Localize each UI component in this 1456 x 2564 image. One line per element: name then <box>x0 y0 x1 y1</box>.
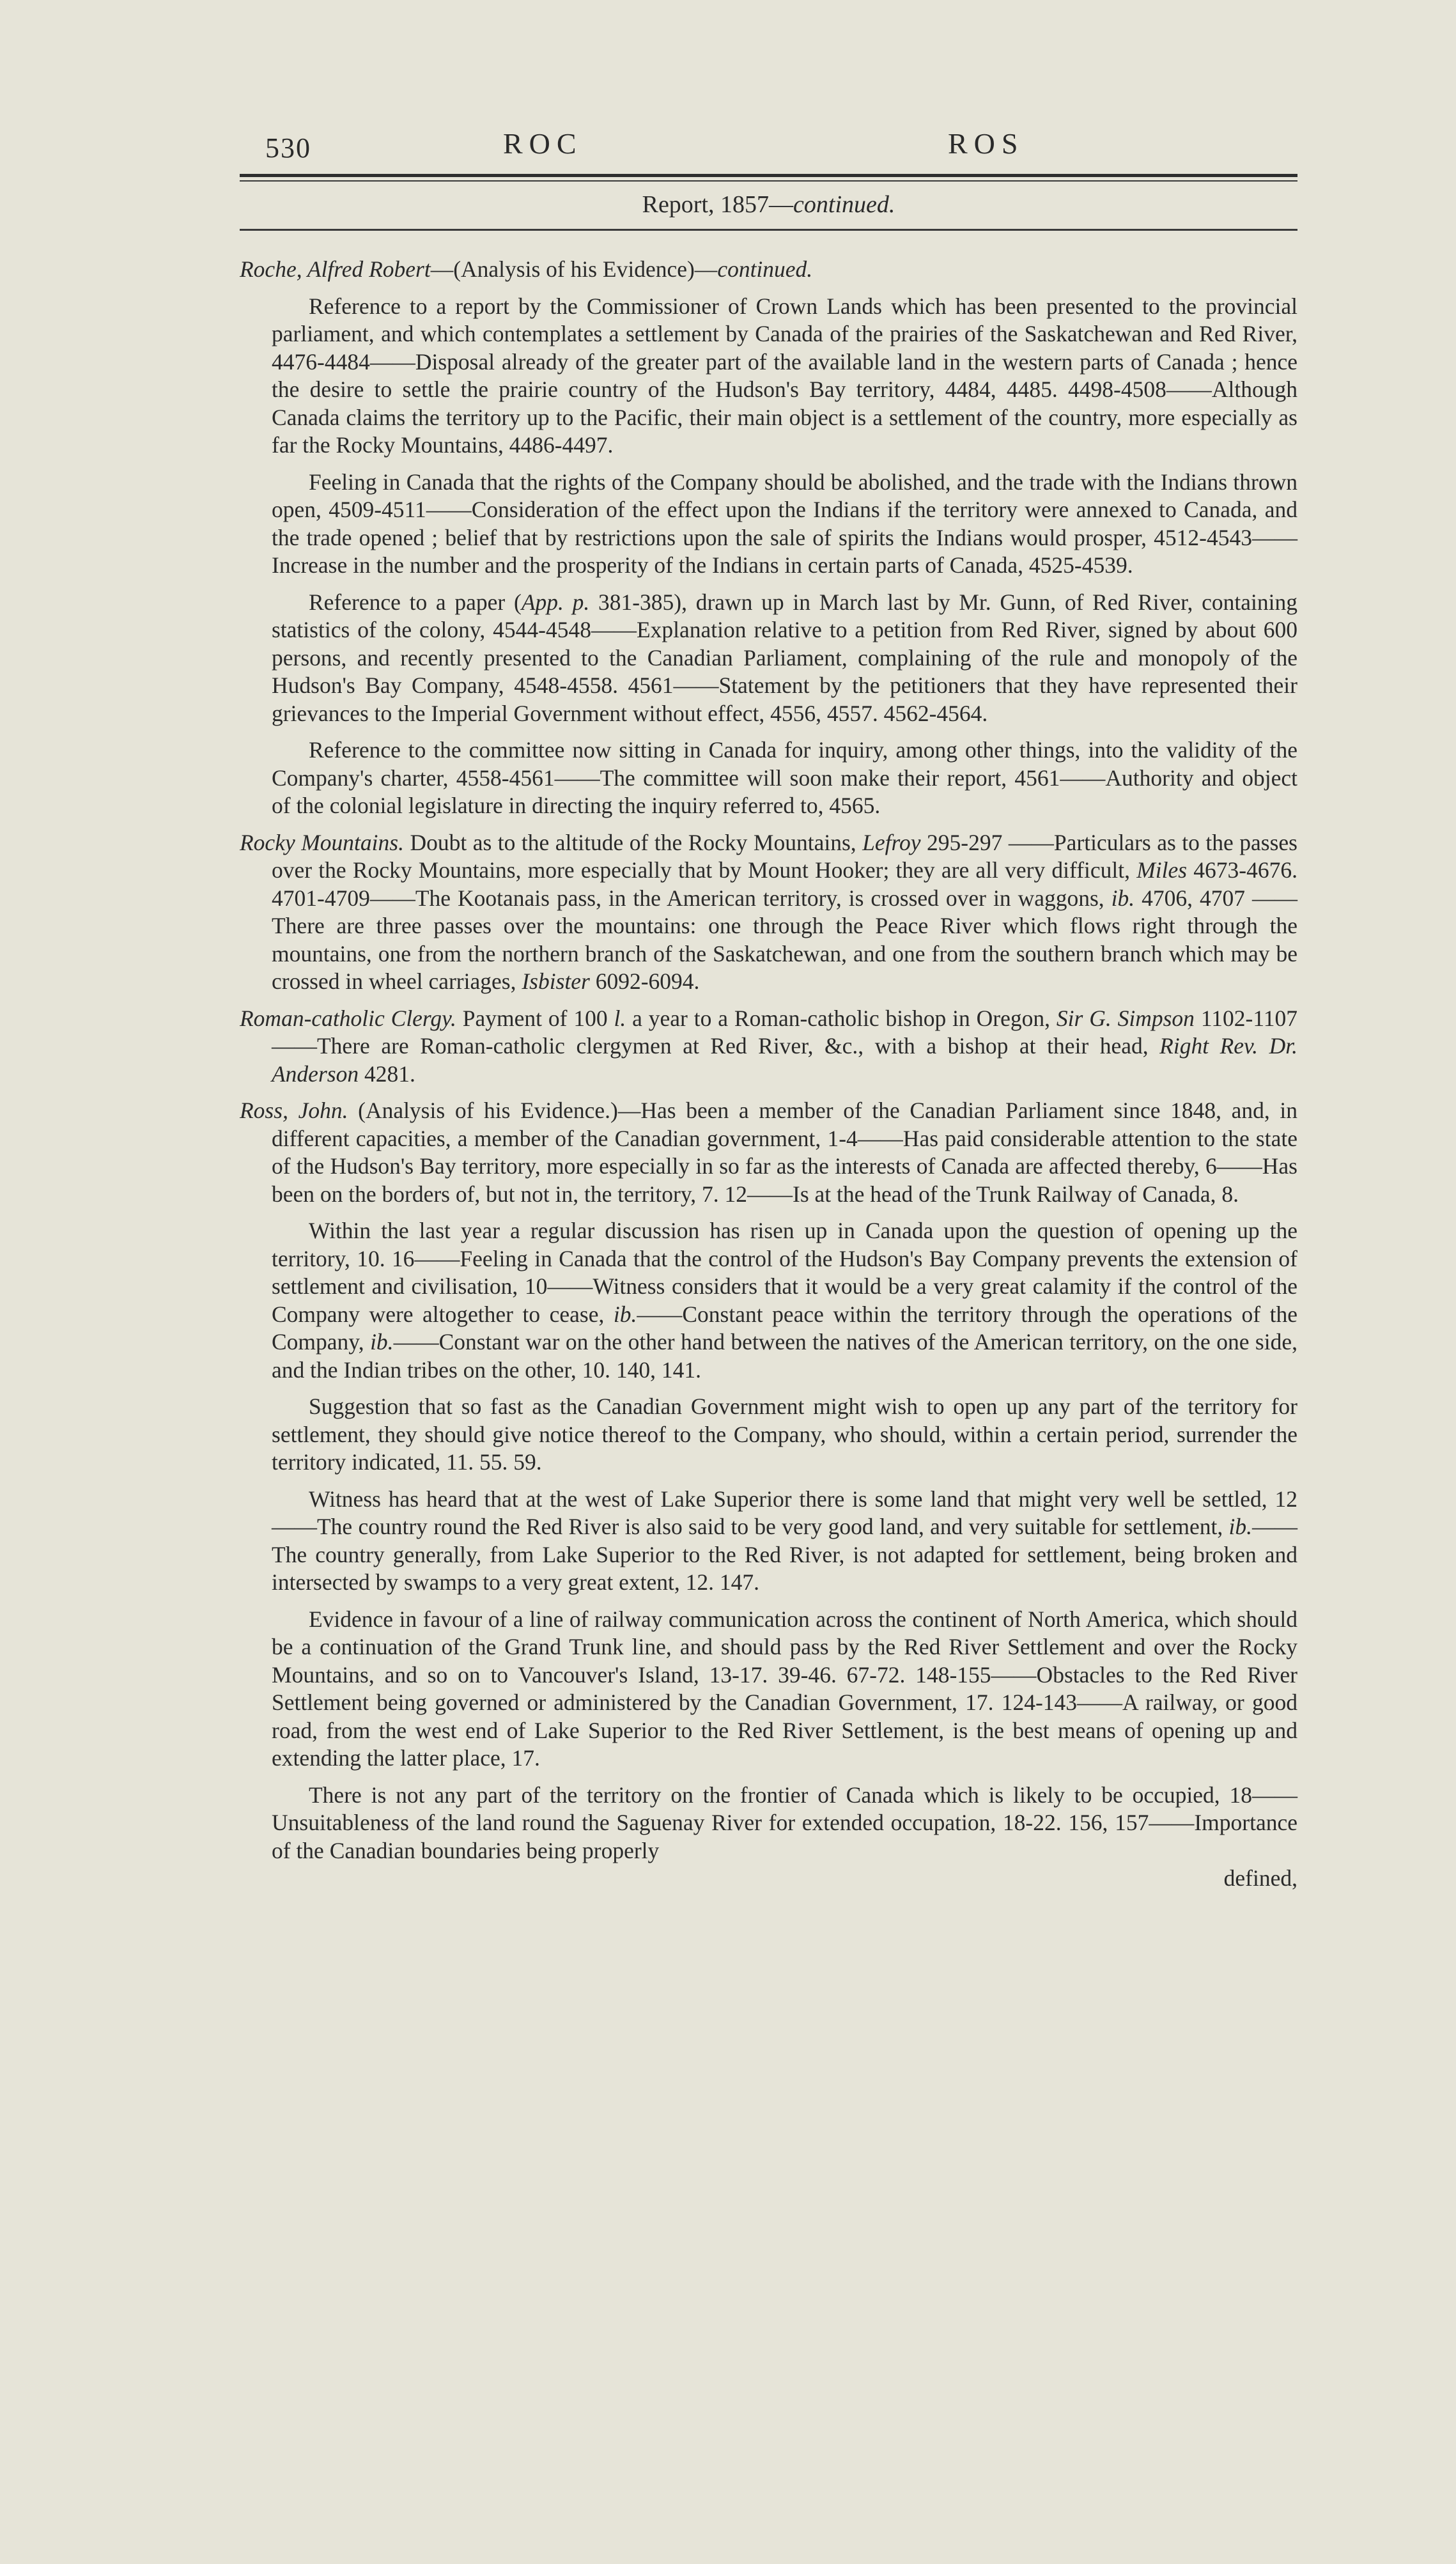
entry-name: Roman-catholic Clergy. <box>240 1005 456 1031</box>
paragraph <box>240 589 1297 728</box>
paragraph: Evidence in favour of a line of railway communication across the continent of North America, which should be a continuation of the Grand Trunk line, and should pass by the Red River Settlement and over the Rocky Mountains, and so on to Vancouver's Island, 13-17. 39-46. 67-72. 148-155——Obstacles to the Red River Settlement being governed or administered by the Canadian Government, 17. 124-143——A railway, or good road, from the west end of Lake Superior to the Red River Settlement, is the best means of opening up and extending the latter place, 17. <box>272 1606 1297 1771</box>
running-head-rule <box>240 229 1297 231</box>
witness-name: Isbister <box>522 968 590 994</box>
text-run: 4706, 4707 ——There are three passes over the mountains: one through the Peace River which flows right through the mountains, one from the northern branch of the Saskatchewan, and one from the southern branch which may be crossed in wheel carriages, <box>272 885 1298 994</box>
witness-name: Lefroy <box>862 829 921 855</box>
text-run: (Analysis of his Evidence.)—Has been a member of the Canadian Parliament since 1848, and, in different capacities, a member of the Canadian government, 1-4——Has paid considerable attention to the state of the Hudson's Bay territory, more especially in so far as the interests of Canada are affected thereby, 6——Has been on the borders of, but not in, the territory, 7. 12——Is at the head of the Trunk Railway of Canada, 8. <box>272 1098 1297 1207</box>
text-run-italic: ib. <box>370 1329 394 1355</box>
running-head-continued: continued. <box>793 191 895 218</box>
text-run: Witness has heard that at the west of Lake Superior there is some land that might very well be settled, 12——The country round the Red River is also said to be very good land, and very suitable for settlement, <box>272 1486 1297 1539</box>
text-run-italic: l. <box>614 1005 626 1031</box>
text-run: Doubt as to the altitude of the Rocky Mountains, <box>403 829 863 855</box>
paragraph: There is not any part of the territory on the frontier of Canada which is likely to be occupied, 18——Unsuitableness of the land round the Saguenay River for extended occupation, 18-22. 156, 157——Importance of the Canadian boundaries being properly <box>272 1782 1297 1863</box>
entry-name: Rocky Mountains. <box>240 829 404 855</box>
running-head-text: Report, 1857— <box>642 191 794 218</box>
running-head <box>240 190 1297 219</box>
text-run: ——Constant peace within the territory through the operations of the Company, <box>272 1301 1298 1355</box>
text-run: Payment of 100 <box>456 1005 614 1031</box>
text-run: Reference to a paper ( <box>309 589 522 615</box>
header-rule-thin <box>240 180 1297 182</box>
text-run-italic: App. p. <box>521 589 590 615</box>
witness-name: Sir G. Simpson <box>1056 1005 1195 1031</box>
entry-name: Roche, Alfred Robert <box>240 256 431 282</box>
text-run: 4281. <box>359 1061 415 1087</box>
text-run: 6092-6094. <box>589 968 700 994</box>
text-run: 1102-1107——There are Roman-catholic clergymen at Red River, &c., with a bishop at their head, <box>272 1005 1298 1059</box>
page-header <box>240 127 1297 167</box>
entry-continued: continued. <box>717 256 813 282</box>
header-rule-thick <box>240 174 1297 177</box>
paragraph: Suggestion that so fast as the Canadian Government might wish to open up any part of the territory for settlement, they should give notice thereof to the Company, who should, within a certain period, surrender the territory indicated, 11. 55. 59. <box>272 1394 1297 1475</box>
entry-heading-text: —(Analysis of his Evidence)— <box>430 256 718 282</box>
witness-name: Miles <box>1136 857 1188 883</box>
index-content <box>240 256 1297 1902</box>
text-run-italic: ib. <box>1111 885 1135 911</box>
witness-name: Right Rev. Dr. Anderson <box>272 1033 1297 1087</box>
entry-ross-john <box>240 1097 1297 1208</box>
entry-rocky-mountains <box>240 829 1297 996</box>
text-run: a year to a Roman-catholic bishop in Oregon, <box>626 1005 1057 1031</box>
entry-heading-roche <box>240 256 1297 284</box>
text-run: Within the last year a regular discussion has risen up in Canada upon the question of opening up the territory, 10. 16——Feeling in Canada that the control of the Hudson's Bay Company prevents the extension of settlement and civilisation, 10——Witness considers that it would be a very great calamity if the control of the Company were altogether to cease, <box>272 1218 1297 1327</box>
paragraph: Reference to a report by the Commissioner of Crown Lands which has been presented to the provincial parliament, and which contemplates a settlement by Canada of the prairies of the Saskatchewan and Red River, 4476-4484——Disposal already of the greater part of the available land in the western parts of Canada ; hence the desire to settle the prairie country of the Hudson's Bay territory, 4484, 4485. 4498-4508——Although Canada claims the territory up to the Pacific, their main object is a settlement of the country, more especially as far the Rocky Mountains, 4486-4497. <box>272 293 1297 458</box>
paragraph <box>240 1217 1297 1384</box>
paragraph <box>240 1486 1297 1597</box>
text-run: 4673-4676. 4701-4709——The Kootanais pass, in the American territory, is crossed over in waggons, <box>272 857 1297 911</box>
page-number: 530 <box>265 132 311 164</box>
text-run: 295-297 ——Particulars as to the passes over the Rocky Mountains, more especially that by Mount Hooker; they are all very difficult, <box>272 829 1297 883</box>
paragraph: Reference to the committee now sitting in Canada for inquiry, among other things, into the validity of the Company's charter, 4558-4561——The committee will soon make their report, 4561——Authority and object of the colonial legislature in directing the inquiry referred to, 4565. <box>272 737 1297 818</box>
header-left-word: ROC <box>503 127 583 160</box>
header-right-word: ROS <box>948 127 1025 160</box>
text-run-italic: ib. <box>613 1301 637 1327</box>
entry-roman-catholic-clergy <box>240 1005 1297 1089</box>
text-run: ——Constant war on the other hand between the natives of the American territory, on the one side, and the Indian tribes on the other, 10. 140, 141. <box>272 1329 1297 1383</box>
text-run: ——The country generally, from Lake Superior to the Red River, is not adapted for settlement, being broken and intersected by swamps to a very great extent, 12. 147. <box>272 1514 1297 1595</box>
text-run: 381-385), drawn up in March last by Mr. Gunn, of Red River, containing statistics of the colony, 4544-4548——Explanation relative to a petition from Red River, signed by about 600 persons, and recently presented to the Canadian Parliament, complaining of the rule and monopoly of the Hudson's Bay Company, 4548-4558. 4561——Statement by the petitioners that they have represented their grievances to the Imperial Government without effect, 4556, 4557. 4562-4564. <box>272 589 1298 726</box>
text-run-italic: ib. <box>1228 1514 1252 1539</box>
entry-name: Ross, John. <box>240 1098 348 1123</box>
catchword: defined, <box>1223 1865 1297 1891</box>
paragraph: Feeling in Canada that the rights of the Company should be abolished, and the trade with the Indians thrown open, 4509-4511——Consideration of the effect upon the Indians if the territory were annexed to Canada, and the trade opened ; belief that by restrictions upon the sale of spirits the Indians would prosper, 4512-4543——Increase in the number and the prosperity of the Indians in certain parts of Canada, 4525-4539. <box>272 469 1297 578</box>
